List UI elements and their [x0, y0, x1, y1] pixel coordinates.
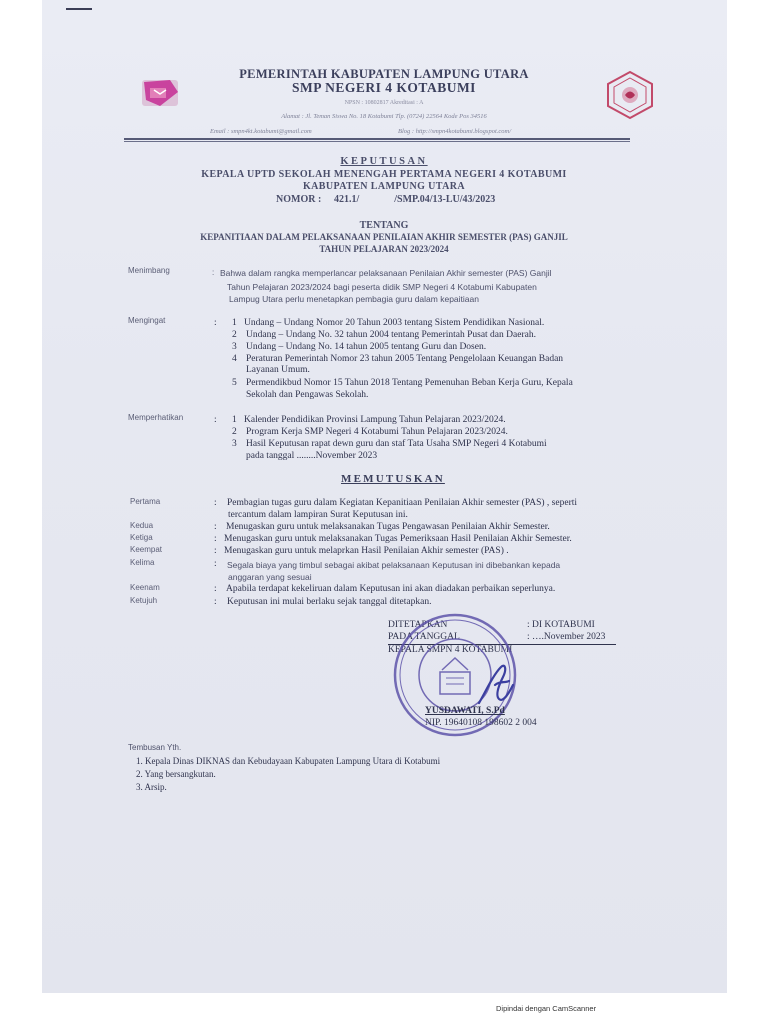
letterhead-address: Alamat : Jl. Teman Siswa No. 18 Kotabumi Tlp. (0724) 22564 Kode Pos 34516 — [281, 113, 487, 120]
mengingat-colon: : — [214, 318, 217, 328]
decree-issuer-line1: KEPALA UPTD SEKOLAH MENENGAH PERTAMA NEGERI 4 KOTABUMI — [201, 169, 567, 180]
mengingat-item-number: 1 — [232, 318, 237, 328]
memperhatikan-item-number: 1 — [232, 415, 237, 425]
decision-text: Pembagian tugas guru dalam Kegiatan Kepanitiaan Penilaian Akhir semester (PAS) , seperti — [227, 498, 578, 508]
decision-colon: : — [214, 522, 217, 532]
letterhead-divider-thin — [124, 141, 630, 142]
signature-set-at-value: : DI KOTABUMI — [527, 620, 595, 630]
mengingat-item-text: Permendikbud Nomor 15 Tahun 2018 Tentang Pemenuhan Beban Kerja Guru, Kepala — [246, 378, 573, 388]
signature-date-label: PADA TANGGAL — [388, 632, 460, 642]
decision-colon: : — [214, 546, 217, 556]
decision-text: Keputusan ini mulai berlaku sejak tanggal ditetapkan. — [227, 597, 432, 607]
menimbang-line: Lampug Utara perlu menetapkan pembagia guru dalam kepaitiaan — [229, 294, 479, 304]
decree-issuer-line2: KABUPATEN LAMPUNG UTARA — [303, 181, 465, 192]
decree-about: TENTANG — [359, 220, 409, 231]
decision-text: Apabila terdapat kekeliruan dalam Keputusan ini akan diadakan perbaikan seperlunya. — [226, 584, 556, 594]
memperhatikan-item-number: 3 — [232, 439, 237, 449]
memperhatikan-item-text: pada tanggal ........November 2023 — [246, 451, 378, 461]
memperhatikan-label: Memperhatikan — [128, 413, 184, 422]
mengingat-label: Mengingat — [128, 316, 166, 325]
decision-colon: : — [214, 597, 217, 607]
decree-subject-line1: KEPANITIAAN DALAM PELAKSANAAN PENILAIAN AKHIR SEMESTER (PAS) GANJIL — [200, 232, 568, 242]
decree-number-value: 421.1/ /SMP.04/13-LU/43/2023 — [334, 194, 496, 205]
tembusan-item: 1. Kepala Dinas DIKNAS dan Kebudayaan Kabupaten Lampung Utara di Kotabumi — [136, 756, 441, 766]
mengingat-item-number: 4 — [232, 354, 237, 364]
letterhead-government: PEMERINTAH KABUPATEN LAMPUNG UTARA — [239, 67, 529, 81]
memutuskan-heading: MEMUTUSKAN — [341, 473, 445, 485]
signature-name: YUSDAWATI, S.Pd — [425, 706, 505, 716]
mengingat-item-number: 2 — [232, 330, 237, 340]
scanner-watermark: Dipindai dengan CamScanner — [496, 1004, 597, 1013]
letterhead-npsn: NPSN : 10802817 Akreditasi : A — [344, 100, 424, 106]
decision-label: Pertama — [130, 497, 161, 506]
decree-subject-line2: TAHUN PELAJARAN 2023/2024 — [319, 244, 449, 254]
menimbang-label: Menimbang — [128, 266, 170, 275]
memperhatikan-item-text: Program Kerja SMP Negeri 4 Kotabumi Tahun Pelajaran 2023/2024. — [246, 427, 508, 437]
decision-label: Kedua — [130, 521, 154, 530]
letterhead-blog: Blog : http://smpn4kotabumi.blogspot.com/ — [398, 128, 512, 135]
mengingat-item-number: 5 — [232, 378, 237, 388]
decision-colon: : — [214, 534, 217, 544]
tembusan-item: 2. Yang bersangkutan. — [136, 769, 216, 779]
mengingat-item-text: Peraturan Pemerintah Nomor 23 tahun 2005 Tentang Pengelolaan Keuangan Badan — [246, 354, 564, 364]
decision-colon: : — [214, 498, 217, 508]
decision-text: anggaran yang sesuai — [228, 572, 312, 582]
mengingat-item-text: Undang – Undang No. 14 tahun 2005 tentang Guru dan Dosen. — [246, 342, 487, 352]
scan-mark — [66, 8, 92, 10]
signature-set-at-label: DITETAPKAN — [388, 620, 448, 630]
memperhatikan-item-text: Hasil Keputusan rapat dewn guru dan staf Tata Usaha SMP Negeri 4 Kotabumi — [246, 439, 547, 449]
decree-number-label: NOMOR : — [276, 194, 322, 205]
decision-text: Menugaskan guru untuk melaksanakan Tugas Pemeriksaan Hasil Penilaian Akhir Semester. — [224, 534, 572, 544]
memperhatikan-colon: : — [214, 415, 217, 425]
letterhead-divider — [124, 138, 630, 140]
decision-text: Segala biaya yang timbul sebagai akibat pelaksanaan Keputusan ini dibebankan kepada — [227, 560, 561, 570]
decision-label: Keempat — [130, 545, 163, 554]
decision-label: Keenam — [130, 583, 160, 592]
menimbang-line: Tahun Pelajaran 2023/2024 bagi peserta didik SMP Negeri 4 Kotabumi Kabupaten — [227, 282, 537, 292]
decision-colon: : — [214, 584, 217, 594]
decree-title: KEPUTUSAN — [340, 156, 428, 167]
mengingat-item-text: Undang – Undang No. 32 tahun 2004 tentang Pemerintah Pusat dan Daerah. — [246, 330, 536, 340]
decision-label: Ketujuh — [130, 596, 158, 605]
mengingat-item-number: 3 — [232, 342, 237, 352]
memperhatikan-item-text: Kalender Pendidikan Provinsi Lampung Tahun Pelajaran 2023/2024. — [244, 415, 506, 425]
menimbang-line: Bahwa dalam rangka memperlancar pelaksanaan Penilaian Akhir semester (PAS) Ganjil — [220, 268, 552, 278]
menimbang-colon: : — [212, 268, 215, 277]
mengingat-item-text: Layanan Umum. — [246, 365, 310, 375]
tembusan-item: 3. Arsip. — [136, 782, 167, 792]
decision-colon: : — [214, 559, 217, 569]
decision-text: Menugaskan guru untuk melaprkan Hasil Penilaian Akhir semester (PAS) . — [224, 546, 509, 556]
signature-position: KEPALA SMPN 4 KOTABUMI — [388, 645, 513, 655]
mengingat-item-text: Sekolah dan Pengawas Sekolah. — [246, 390, 369, 400]
decision-text: tercantum dalam lampiran Surat Keputusan ini. — [228, 510, 408, 520]
mengingat-item-text: Undang – Undang Nomor 20 Tahun 2003 tentang Sistem Pendidikan Nasional. — [244, 318, 545, 328]
memperhatikan-item-number: 2 — [232, 427, 237, 437]
letterhead-school-name: SMP NEGERI 4 KOTABUMI — [292, 80, 476, 95]
tembusan-label: Tembusan Yth. — [128, 743, 182, 752]
signature-nip: NIP. 19640108 198602 2 004 — [425, 718, 537, 728]
letterhead-email: Email : smpn4kt.kotabumi@gmail.com — [210, 128, 312, 135]
signature-date-value: : ….November 2023 — [527, 632, 606, 642]
decision-label: Ketiga — [130, 533, 153, 542]
decision-label: Kelima — [130, 558, 155, 567]
decision-text: Menugaskan guru untuk melaksanakan Tugas Pengawasan Penilaian Akhir Semester. — [226, 522, 550, 532]
